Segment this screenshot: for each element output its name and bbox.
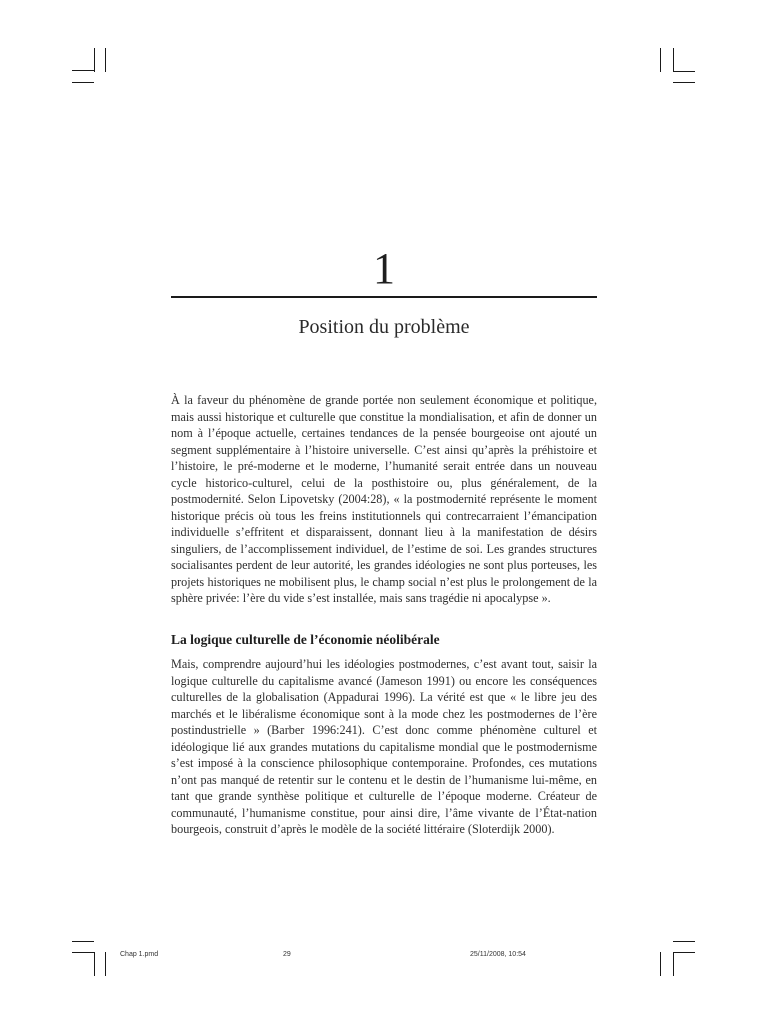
crop-mark — [72, 82, 94, 83]
crop-mark — [72, 70, 94, 71]
crop-mark — [673, 952, 674, 976]
section-paragraph: Mais, comprendre aujourd’hui les idéologies postmodernes, c’est avant tout, saisir la logique culturelle du capitalisme avancé (Jameson 1991) ou encore les conséquences culturelles de la globalisation (Appadurai 1996). La vérité est que « le libre jeu des marchés et le libéralisme économique sont à la mode chez les postmodernes de l’ère postindustrielle » (Barber 1996:241). C’est donc comme phénomène culturel et idéologique lié aux grandes mutations du capitalisme mondial que le postmodernisme s’est imposé à la conscience philosophique contemporaine. Profondes, ces mutations n’ont pas manqué de retentir sur le contenu et le destin de l’humanisme lui-même, en tant que grande synthèse politique et culturelle de l’époque moderne. Créateur de communauté, l’humanisme constitue, pour ainsi dire, l’âme vivante de l’État-nation bourgeois, construit d’après le modèle de la société littéraire (Sloterdijk 2000). — [171, 657, 597, 836]
chapter-rule — [171, 296, 597, 298]
crop-mark — [673, 71, 695, 72]
footer-page-number: 29 — [283, 951, 291, 958]
intro-paragraph: À la faveur du phénomène de grande portée non seulement économique et politique, mais aussi historique et culturelle que constitue la mondialisation, et afin de donner un nom à l’époque actuelle, certaines tendances de la pensée bourgeoise ont ajouté un segment supplémentaire à l’histoire universelle. C’est ainsi qu’après la préhistoire et l’histoire, le pré-moderne et le moderne, l’humanité serait entrée dans un nouveau cycle historico-culturel, celui de la posthistoire ou, plus généralement, de la postmodernité. Selon Lipovetsky (2004:28), « la postmodernité représente le moment historique précis où tous les freins institutionnels qui contrecarraient l’émancipation individuelle s’effritent et disparaissent, donnant lieu à la manifestation de désirs singuliers, de l’accomplissement individuel, de l’estime de soi. Les grandes structures socialisantes perdent de leur autorité, les grandes idéologies ne sont plus porteuses, les projets historiques ne mobilisent plus, le champ social n’est plus le prolongement de la sphère privée: l’ère du vide s’est installée, mais sans tragédie ni apocalypse ». — [171, 393, 597, 605]
crop-mark — [72, 952, 94, 953]
chapter-title: Position du problème — [298, 316, 470, 338]
crop-mark — [673, 952, 695, 953]
crop-mark — [673, 941, 695, 942]
footer-filename: Chap 1.pmd — [120, 951, 159, 958]
crop-mark — [105, 48, 106, 72]
crop-mark — [673, 48, 674, 72]
chapter-number: 1 — [373, 244, 395, 293]
crop-mark — [72, 941, 94, 942]
crop-mark — [105, 952, 106, 976]
crop-mark — [94, 952, 95, 976]
crop-mark — [94, 48, 95, 72]
crop-mark — [660, 952, 661, 976]
crop-mark — [673, 82, 695, 83]
footer-datetime: 25/11/2008, 10:54 — [470, 951, 526, 958]
crop-mark — [660, 48, 661, 72]
section-heading: La logique culturelle de l’économie néolibérale — [171, 632, 440, 647]
